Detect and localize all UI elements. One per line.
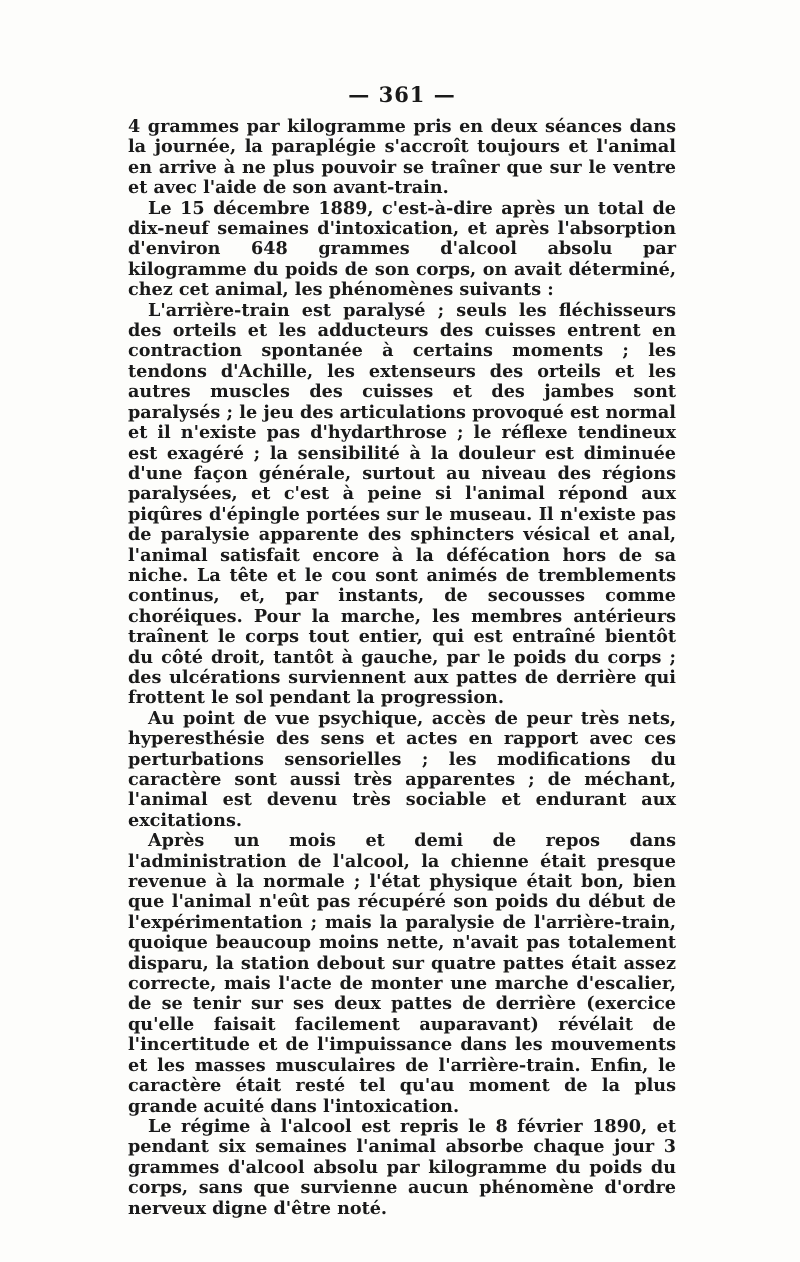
book-page	[128, 82, 676, 1219]
paragraph: Après un mois et demi de repos dans l'administration de l'alcool, la chienne était presque revenue à la normale ; l'état physique était bon, bien que l'animal n'eût pas récupéré son poids du début de l'expérimentation ; mais la paralysie de l'arrière-train, quoique beaucoup moins nette, n'avait pas totalement disparu, la station debout sur quatre pattes était assez correcte, mais l'acte de monter une marche d'escalier, de se tenir sur ses deux pattes de derrière (exercice qu'elle faisait facilement auparavant) révélait de l'incertitude et de l'impuissance dans les mouvements et les masses musculaires de l'arrière-train. Enfin, le caractère était resté tel qu'au moment de la plus grande acuité dans l'intoxication.	[128, 830, 676, 1117]
paragraph: Le régime à l'alcool est repris le 8 février 1890, et pendant six semaines l'animal absorbe chaque jour 3 grammes d'alcool absolu par kilogramme du poids du corps, sans que survienne aucun phénomène d'ordre nerveux digne d'être noté.	[128, 1115, 676, 1219]
paragraph: L'arrière-train est paralysé ; seuls les fléchisseurs des orteils et les adducteurs des cuisses entrent en contraction spontanée à certains moments ; les tendons d'Achille, les extenseurs des orteils et les autres muscles des cuisses et des jambes sont paralysés ; le jeu des articulations provoqué est normal et il n'existe pas d'hydarthrose ; le réflexe tendineux est exagéré ; la sensibilité à la douleur est diminuée d'une façon générale, surtout au niveau des régions paralysées, et c'est à peine si l'animal répond aux piqûres d'épingle portées sur le museau. Il n'existe pas de paralysie apparente des sphincters vésical et anal, l'animal satisfait encore à la défécation hors de sa niche. La tête et le cou sont animés de tremblements continus, et, par instants, de secousses comme choréiques. Pour la marche, les membres antérieurs traînent le corps tout entier, qui est entraîné bientôt du côté droit, tantôt à gauche, par le poids du corps ; des ulcérations surviennent aux pattes de derrière qui frottent le sol pendant la progression.	[128, 299, 676, 709]
paragraph: Le 15 décembre 1889, c'est-à-dire après un total de dix-neuf semaines d'intoxication, et après l'absorption d'environ 648 grammes d'alcool absolu par kilogramme du poids de son corps, on avait déterminé, chez cet animal, les phénomènes suivants :	[128, 197, 676, 301]
page-number: — 361 —	[348, 82, 456, 107]
paragraph: Au point de vue psychique, accès de peur très nets, hyperesthésie des sens et actes en rapport avec ces perturbations sensorielles ; les modifications du caractère sont aussi très apparentes ; de méchant, l'animal est devenu très sociable et endurant aux excitations.	[128, 707, 676, 831]
paragraph: 4 grammes par kilogramme pris en deux séances dans la journée, la paraplégie s'accroît toujours et l'animal en arrive à ne plus pouvoir se traîner que sur le ventre et avec l'aide de son avant-train.	[128, 116, 676, 199]
